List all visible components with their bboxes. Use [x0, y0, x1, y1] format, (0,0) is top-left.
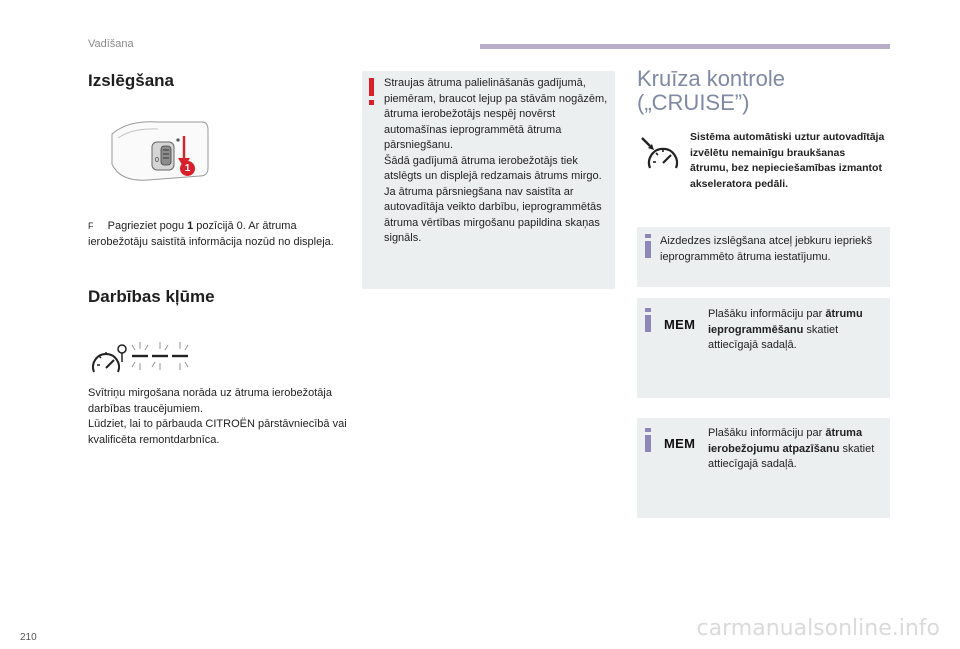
info-i-icon — [645, 241, 651, 258]
fault-text — [88, 386, 348, 448]
mem-icon: MEM — [664, 317, 696, 332]
info-recognition-text — [708, 426, 884, 473]
info-recognition-post: skatiet attiecīgajā sadaļā. — [708, 442, 875, 470]
section-label: Vadīšana — [88, 38, 134, 50]
info-i-icon-2 — [645, 315, 651, 332]
mem-icon-2: MEM — [664, 436, 696, 451]
warning-exclamation-icon — [369, 78, 374, 96]
step-text-pre: Pagrieziet pogu — [107, 220, 188, 232]
warning-paragraph-3: Ja ātruma pārsniegšana nav saistīta ar autovadītāja veikto darbību, ieprogrammētās ātruma vērtības mirgošanu papildina skaņas signāls. — [384, 185, 602, 244]
info-i-icon-dot-3 — [645, 428, 651, 432]
info-programming-post: skatiet attiecīgajā sadaļā. — [708, 323, 839, 351]
info-programming-bold: ātrumu ieprogrammēšanu — [708, 308, 863, 336]
step-bullet: F — [88, 221, 94, 231]
info-recognition-bold: ātruma ierobežojumu atpazīšanu — [708, 427, 863, 455]
step-button-number: 1 — [187, 220, 194, 232]
warning-text — [384, 76, 609, 247]
cruise-title-line-1: Kruīza kontrole — [637, 66, 785, 91]
svg-text:0: 0 — [155, 157, 159, 164]
info-programming-pre: Plašāku informāciju par — [708, 308, 826, 320]
warning-paragraph-2: Šādā gadījumā ātruma ierobežotājs tiek atslēgts un displejā redzamais ātrums mirgo. — [384, 154, 602, 182]
title-izslegsana: Izslēgšana — [88, 71, 174, 90]
page-number: 210 — [20, 632, 37, 643]
info-i-icon-dot-2 — [645, 308, 651, 312]
fault-text-line-2: Lūdziet, lai to pārbauda CITROËN pārstāvniecībā vai kvalificēta remontdarbnīca. — [88, 418, 347, 446]
title-darbibas-kljume: Darbības kļūme — [88, 287, 215, 306]
info-programming-text — [708, 307, 884, 354]
warning-paragraph-1: Straujas ātruma palielināšanās gadījumā, piemēram, braucot lejup pa stāvām nogāzēm, ātruma ierobežotājs nespēj novērst automašīnas ieprogrammētā ātruma pārsniegšanu. — [384, 77, 608, 151]
fault-text-line-1: Svītriņu mirgošana norāda uz ātruma ierobežotāja darbības traucējumiem. — [88, 387, 332, 415]
watermark: carmanualsonline.info — [696, 616, 940, 641]
cruise-title — [637, 67, 887, 115]
info-recognition-pre: Plašāku informāciju par — [708, 427, 826, 439]
speedometer-with-dashes-icon — [88, 338, 198, 382]
cruise-title-line-2: („CRUISE”) — [637, 90, 750, 115]
warning-exclamation-dot-icon — [369, 100, 374, 105]
speed-limiter-switch-illustration — [108, 112, 213, 187]
info-i-icon-dot — [645, 234, 651, 238]
info-ignition-text: Aizdedzes izslēgšana atceļ jebkuru iepriekš ieprogrammēto ātruma iestatījumu. — [660, 235, 873, 263]
info-i-icon-3 — [645, 435, 651, 452]
cruise-intro-text: Sistēma automātiski uztur autovadītāja izvēlētu nemainīgu braukšanas ātrumu, bez nepieciešamības izmantot akseleratora pedāli. — [690, 131, 885, 190]
step-text-post: pozīcijā 0. Ar ātruma ierobežotāju saistītā informācija nozūd no displeja. — [88, 220, 334, 248]
cruise-control-icon — [640, 136, 684, 172]
callout-number-1: 1 — [180, 161, 195, 176]
step-turn-knob — [88, 219, 338, 250]
header-accent-bar — [480, 44, 890, 49]
